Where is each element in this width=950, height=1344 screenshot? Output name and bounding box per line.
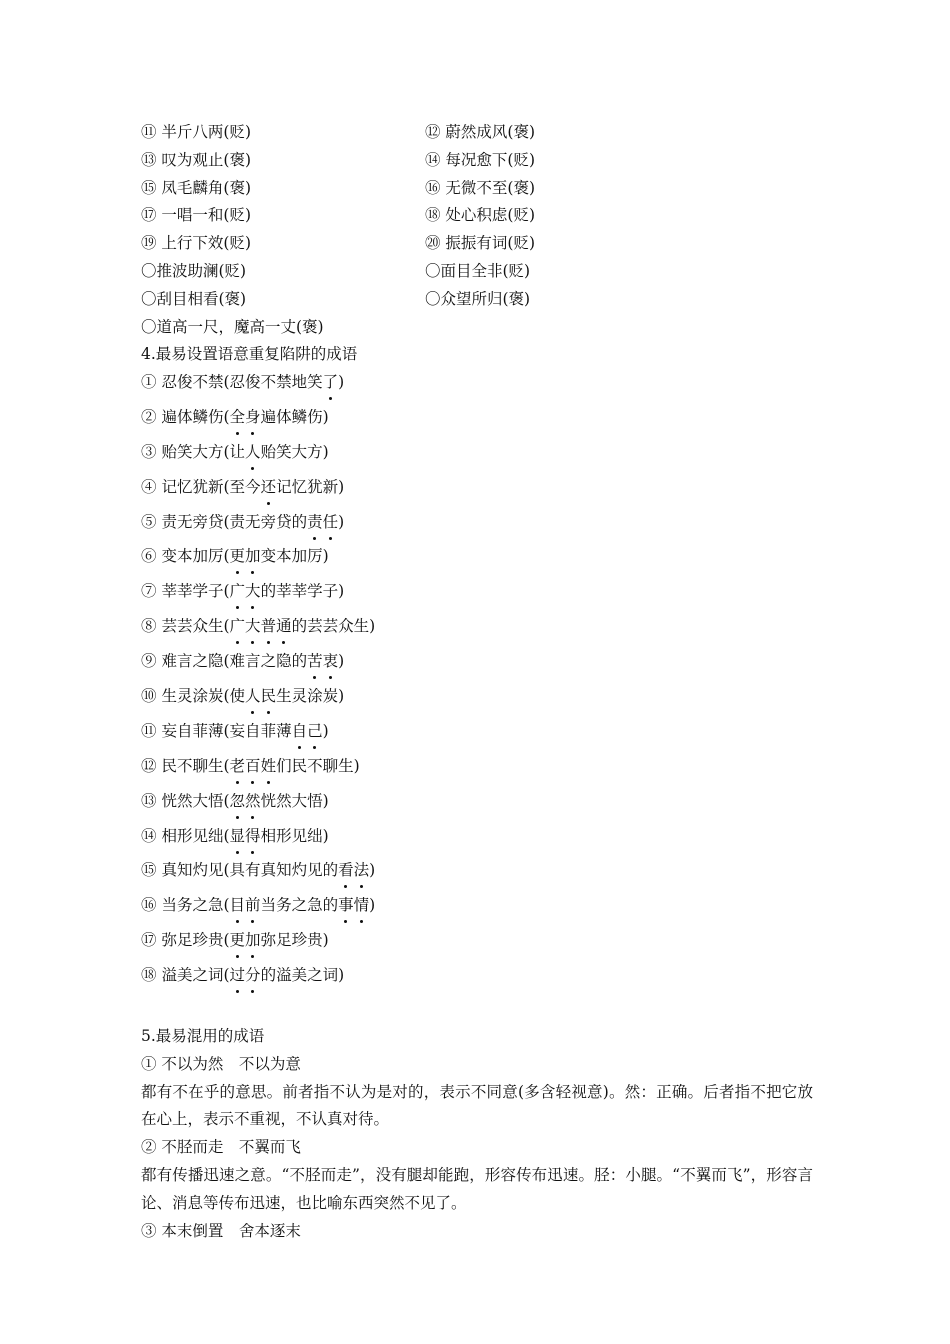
item-idiom: 责无旁贷 [161, 512, 224, 531]
item-idiom: 变本加厉 [161, 547, 224, 566]
open-paren: ( [223, 931, 230, 950]
idiom-entry: ⑯ 无微不至(褒) [425, 178, 536, 197]
section5-item2-text: 都有传播迅速之意。“不胫而走”，没有腿却能跑，形容传布迅速。胫：小腿。“不翼而飞”，形容言论、消息等传布迅速，也比喻东西突然不见了。 [141, 1165, 813, 1212]
idiom-pair-row [141, 147, 841, 175]
close-paren: ) [322, 407, 329, 426]
open-paren: ( [223, 966, 230, 985]
close-paren: ) [338, 966, 345, 985]
redundancy-item [141, 438, 375, 473]
section5-heading: 5.最易混用的成语 [141, 1027, 265, 1045]
open-paren: ( [223, 756, 230, 775]
item-idiom: 生灵涂炭 [161, 687, 224, 706]
item-example: 更加弥足珍贵 [230, 931, 323, 949]
open-paren: ( [223, 477, 230, 496]
open-paren: ( [223, 861, 230, 880]
item-number: ⑮ [141, 861, 157, 880]
redundancy-item [141, 682, 375, 717]
section4-heading: 4.最易设置语意重复陷阱的成语 [141, 345, 358, 363]
item-example: 让人贻笑大方 [230, 443, 323, 461]
item-example: 使人民生灵涂炭 [230, 687, 339, 705]
item-example: 全身遍体鳞伤 [230, 408, 323, 426]
idiom-entry: ⑫ 蔚然成风(褒) [425, 123, 536, 141]
item-idiom: 弥足珍贵 [161, 931, 224, 950]
item-number: ⑧ [141, 617, 157, 636]
item-number: ⑫ [141, 756, 157, 775]
close-paren: ) [353, 756, 360, 775]
item-number: ⑰ [141, 931, 157, 950]
section3-last-item: 〇道高一尺，魔高一丈(褒) [141, 318, 324, 336]
item-idiom: 溢美之词 [161, 966, 224, 985]
idiom-entry: ⑭ 每况愈下(贬) [425, 150, 536, 169]
item-idiom: 妄自菲薄 [161, 721, 224, 740]
redundancy-item [141, 891, 375, 926]
section5-item2-title: ② 不胫而走 不翼而飞 [141, 1138, 301, 1157]
item-idiom: 真知灼见 [161, 861, 224, 880]
item-idiom: 莘莘学子 [161, 582, 224, 601]
redundancy-item [141, 787, 375, 822]
open-paren: ( [223, 896, 230, 915]
idiom-entry: ⑳ 振振有词(贬) [425, 234, 536, 253]
item-idiom: 记忆犹新 [161, 477, 224, 496]
item-number: ① [141, 373, 157, 391]
item-example: 显得相形见绌 [230, 827, 323, 845]
section4-list [141, 368, 375, 996]
close-paren: ) [338, 512, 345, 531]
section3-pairs [141, 119, 841, 314]
open-paren: ( [223, 442, 230, 461]
section5-item1-text: 都有不在乎的意思。前者指不认为是对的，表示不同意(多含轻视意)。然：正确。后者指不把它放在心上，表示不重视，不认真对待。 [141, 1082, 813, 1129]
item-example: 难言之隐的苦衷 [230, 652, 339, 670]
open-paren: ( [223, 407, 230, 426]
idiom-pair-row [141, 286, 841, 314]
item-number: ④ [141, 477, 157, 496]
close-paren: ) [338, 652, 345, 671]
redundancy-item [141, 368, 375, 403]
item-example: 老百姓们民不聊生 [230, 757, 354, 775]
item-number: ⑭ [141, 826, 157, 845]
item-number: ⑩ [141, 687, 157, 706]
redundancy-item [141, 508, 375, 543]
idiom-pair-row [141, 175, 841, 203]
idiom-pair-row [141, 202, 841, 230]
idiom-pair-row [141, 258, 841, 286]
close-paren: ) [322, 442, 329, 461]
item-idiom: 民不聊生 [161, 756, 224, 775]
open-paren: ( [223, 373, 230, 391]
item-idiom: 遍体鳞伤 [161, 407, 224, 426]
open-paren: ( [223, 582, 230, 601]
idiom-entry: ⑬ 叹为观止(褒) [141, 150, 252, 169]
idiom-entry: 〇刮目相看(褒) [141, 289, 247, 308]
close-paren: ) [322, 791, 329, 810]
idiom-entry: ⑪ 半斤八两(贬) [141, 123, 252, 141]
item-number: ⑪ [141, 721, 157, 740]
item-example: 忽然恍然大悟 [230, 792, 323, 810]
item-example: 更加变本加厉 [230, 547, 323, 565]
item-example: 妄自菲薄自己 [230, 722, 323, 740]
idiom-entry: 〇众望所归(褒) [425, 289, 531, 308]
item-example: 至今还记忆犹新 [230, 478, 339, 496]
redundancy-item [141, 647, 375, 682]
item-example: 广大的莘莘学子 [230, 582, 339, 600]
redundancy-item [141, 577, 375, 612]
redundancy-item [141, 542, 375, 577]
item-number: ② [141, 407, 157, 426]
item-example: 过分的溢美之词 [230, 966, 339, 984]
close-paren: ) [369, 861, 376, 880]
item-idiom: 贻笑大方 [161, 442, 224, 461]
item-idiom: 相形见绌 [161, 826, 224, 845]
redundancy-item [141, 926, 375, 961]
idiom-entry: ⑲ 上行下效(贬) [141, 234, 252, 253]
close-paren: ) [322, 826, 329, 845]
item-example: 忍俊不禁地笑了 [230, 373, 339, 391]
redundancy-item [141, 752, 375, 787]
open-paren: ( [223, 687, 230, 706]
close-paren: ) [338, 373, 345, 391]
redundancy-item [141, 961, 375, 996]
item-idiom: 难言之隐 [161, 652, 224, 671]
idiom-entry: ⑮ 凤毛麟角(褒) [141, 178, 252, 197]
item-number: ⑨ [141, 652, 157, 671]
redundancy-item [141, 612, 375, 647]
open-paren: ( [223, 721, 230, 740]
item-number: ③ [141, 442, 157, 461]
open-paren: ( [223, 512, 230, 531]
idiom-pair-row [141, 230, 841, 258]
item-number: ⑤ [141, 512, 157, 531]
close-paren: ) [338, 477, 345, 496]
close-paren: ) [369, 896, 376, 915]
redundancy-item [141, 473, 375, 508]
open-paren: ( [223, 791, 230, 810]
item-example: 目前当务之急的事情 [230, 896, 370, 914]
item-number: ⑱ [141, 966, 157, 985]
item-example: 责无旁贷的责任 [230, 513, 339, 531]
open-paren: ( [223, 617, 230, 636]
item-number: ⑯ [141, 896, 157, 915]
idiom-entry: 〇推波助澜(贬) [141, 261, 247, 280]
redundancy-item [141, 822, 375, 857]
idiom-entry: ⑰ 一唱一和(贬) [141, 206, 252, 225]
item-idiom: 忍俊不禁 [161, 373, 224, 391]
idiom-pair-row [141, 119, 841, 147]
item-example: 具有真知灼见的看法 [230, 861, 370, 879]
close-paren: ) [369, 617, 376, 636]
open-paren: ( [223, 547, 230, 566]
close-paren: ) [322, 721, 329, 740]
open-paren: ( [223, 652, 230, 671]
open-paren: ( [223, 826, 230, 845]
idiom-entry: 〇面目全非(贬) [425, 261, 531, 280]
idiom-entry: ⑱ 处心积虑(贬) [425, 206, 536, 225]
item-idiom: 芸芸众生 [161, 617, 224, 636]
item-idiom: 恍然大悟 [161, 791, 224, 810]
item-example: 广大普通的芸芸众生 [230, 617, 370, 635]
item-idiom: 当务之急 [161, 896, 224, 915]
item-number: ⑥ [141, 547, 157, 566]
section5-item1-title: ① 不以为然 不以为意 [141, 1054, 301, 1073]
redundancy-item [141, 403, 375, 438]
item-number: ⑬ [141, 791, 157, 810]
item-number: ⑦ [141, 582, 157, 601]
redundancy-item [141, 856, 375, 891]
close-paren: ) [338, 687, 345, 706]
redundancy-item [141, 717, 375, 752]
section5-item3-title: ③ 本末倒置 舍本逐末 [141, 1221, 301, 1240]
section5 [141, 1023, 813, 1245]
close-paren: ) [338, 582, 345, 601]
close-paren: ) [322, 547, 329, 566]
close-paren: ) [322, 931, 329, 950]
